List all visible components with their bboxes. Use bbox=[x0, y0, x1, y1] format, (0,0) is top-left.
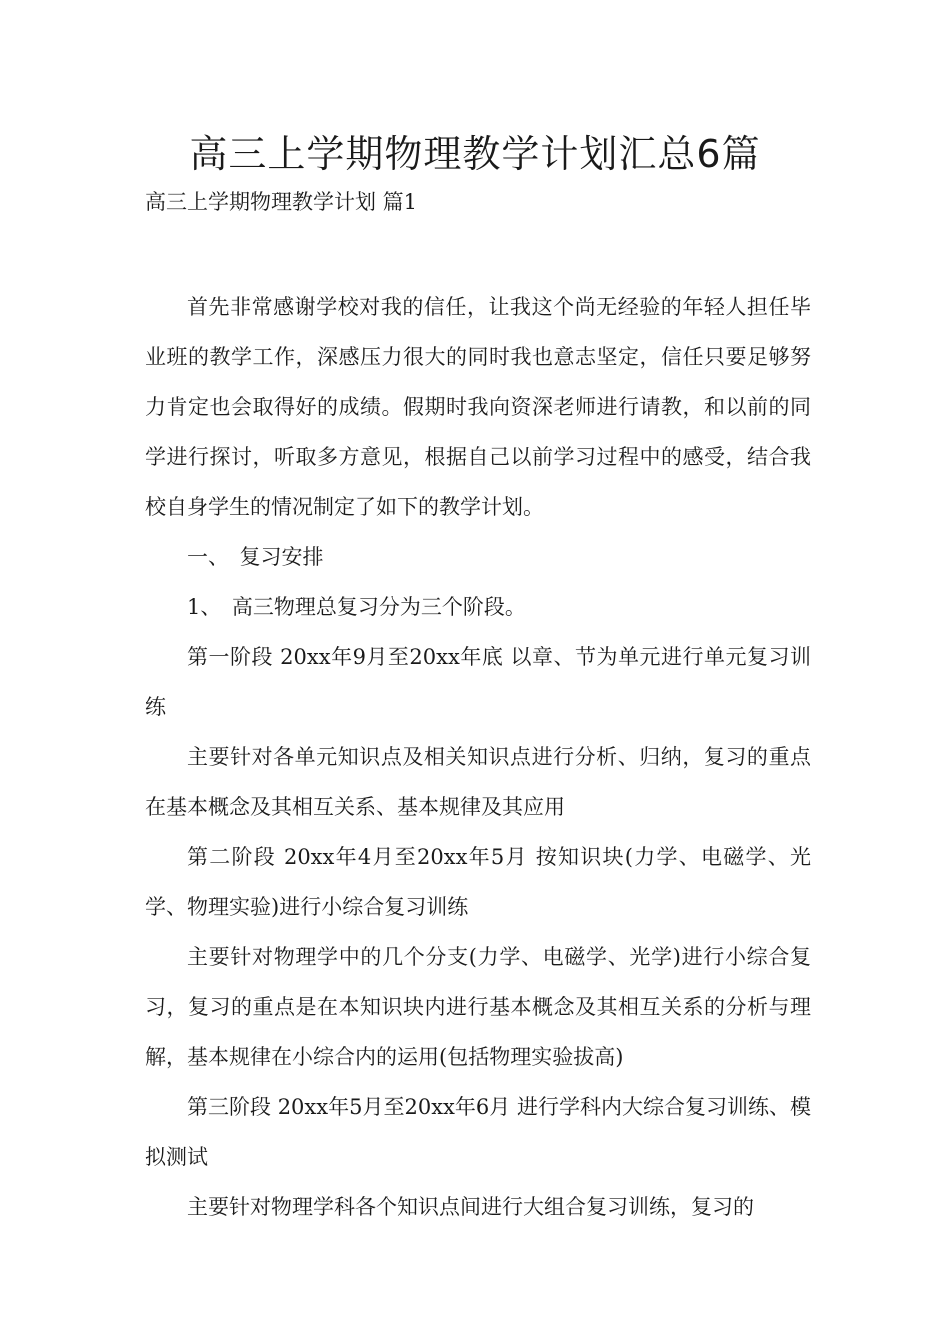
paragraph-stage-two: 第二阶段 20xx年4月至20xx年5月 按知识块(力学、电磁学、光学、物理实验)进行小综合复习训练 bbox=[145, 845, 811, 919]
paragraph-stage-one: 第一阶段 20xx年9月至20xx年底 以章、节为单元进行单元复习训练 bbox=[145, 645, 811, 719]
paragraph-heading-review: 一、 复习安排 bbox=[187, 545, 324, 569]
paragraph-stage-one-detail: 主要针对各单元知识点及相关知识点进行分析、归纳，复习的重点在基本概念及其相互关系、基本规律及其应用 bbox=[145, 745, 811, 819]
document-body bbox=[145, 282, 811, 1232]
paragraph-stage-three-detail: 主要针对物理学科各个知识点间进行大组合复习训练，复习的 bbox=[187, 1195, 754, 1219]
document-title: 高三上学期物理教学计划汇总6篇 bbox=[189, 132, 761, 176]
paragraph-stage-three: 第三阶段 20xx年5月至20xx年6月 进行学科内大综合复习训练、模拟测试 bbox=[145, 1095, 811, 1169]
paragraph-stage-two-detail: 主要针对物理学中的几个分支(力学、电磁学、光学)进行小综合复习，复习的重点是在本知识块内进行基本概念及其相互关系的分析与理解，基本规律在小综合内的运用(包括物理实验拔高) bbox=[145, 945, 811, 1069]
paragraph-intro: 首先非常感谢学校对我的信任，让我这个尚无经验的年轻人担任毕业班的教学工作，深感压力很大的同时我也意志坚定，信任只要足够努力肯定也会取得好的成绩。假期时我向资深老师进行请教，和以前的同学进行探讨，听取多方意见，根据自己以前学习过程中的感受，结合我校自身学生的情况制定了如下的教学计划。 bbox=[145, 295, 811, 519]
paragraph-stages: 1、 高三物理总复习分为三个阶段。 bbox=[187, 595, 526, 619]
section-heading: 高三上学期物理教学计划 篇1 bbox=[145, 190, 418, 214]
